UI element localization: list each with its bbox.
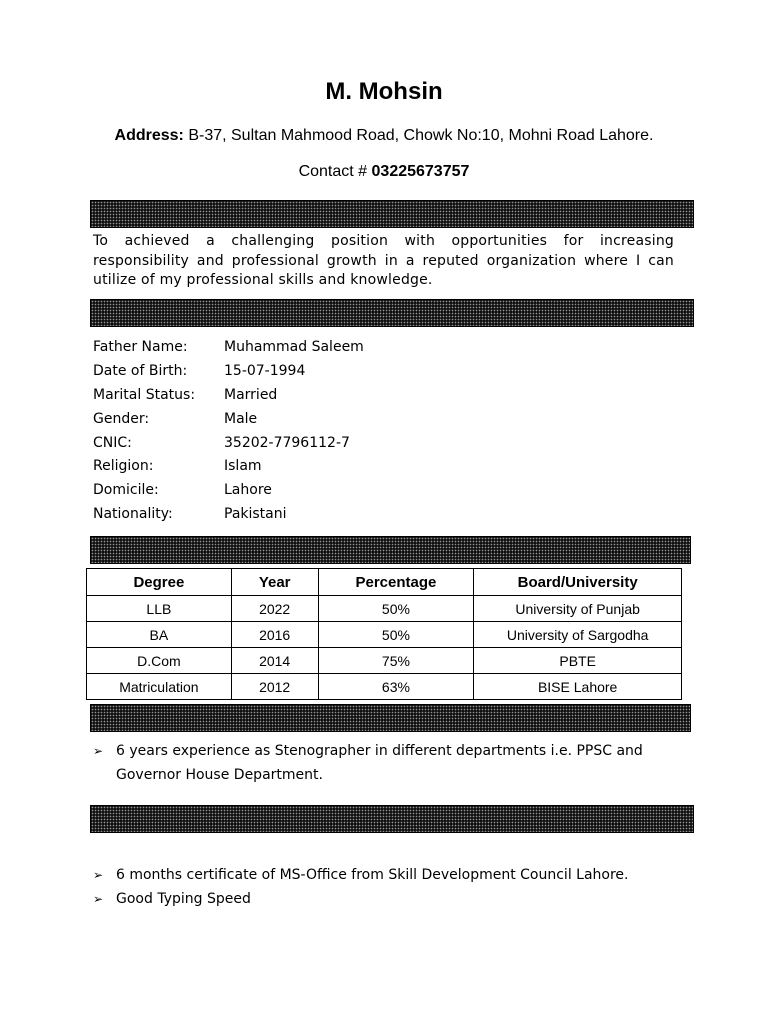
list-item [93,863,676,887]
education-table [86,568,682,700]
degree-cell: LLB [87,596,232,622]
field-value: Pakistani [224,506,287,523]
education-header-row [87,569,682,596]
list-item [93,887,676,911]
field-label: Religion: [93,458,154,475]
arrow-bullet-icon: ➢ [93,868,104,882]
skill-text: 6 months certificate of MS-Office from Skill Development Council Lahore. [116,867,629,883]
board-cell: University of Punjab [474,596,682,622]
field-label: Nationality: [93,506,173,523]
experience-list [93,739,676,787]
column-header-degree: Degree [87,569,232,596]
field-value: Male [224,410,258,427]
percentage-cell: 50% [318,596,474,622]
arrow-bullet-icon: ➢ [93,892,104,906]
education-section-bar [90,536,691,564]
table-row [87,674,682,700]
table-row [87,596,682,622]
field-label: Marital Status: [93,386,196,403]
objective-section-bar [90,200,694,228]
skills-list [93,863,676,911]
year-cell: 2016 [231,622,318,648]
column-header-year: Year [231,569,318,596]
field-label: CNIC: [93,434,132,451]
degree-cell: Matriculation [87,674,232,700]
objective-text: To achieved a challenging position with opportunities for increasing responsibility and professional growth in a reputed organization where I can utilize of my professional skills and knowledge. [93,233,674,288]
personal-info-list [93,335,364,526]
personal-info-row [93,478,364,502]
degree-cell: BA [87,622,232,648]
address-line [0,127,768,145]
field-value: 35202-7796112-7 [224,434,350,451]
field-value: Muhammad Saleem [224,338,364,355]
column-header-percentage: Percentage [318,569,474,596]
personal-info-row [93,431,364,455]
percentage-cell: 75% [318,648,474,674]
field-label: Father Name: [93,338,188,355]
board-cell: University of Sargodha [474,622,682,648]
table-row [87,648,682,674]
contact-line [0,163,768,181]
skills-section-bar [90,805,694,833]
year-cell: 2012 [231,674,318,700]
field-value: Islam [224,458,262,475]
address-label: Address: [114,127,184,144]
candidate-name: M. Mohsin [325,78,443,105]
personal-info-section-bar [90,299,694,327]
field-label: Gender: [93,410,150,427]
field-label: Domicile: [93,482,159,499]
arrow-bullet-icon: ➢ [93,744,104,758]
skill-text: Good Typing Speed [116,891,251,907]
address-value: B-37, Sultan Mahmood Road, Chowk No:10, Mohni Road Lahore. [183,127,654,144]
percentage-cell: 50% [318,622,474,648]
board-cell: BISE Lahore [474,674,682,700]
list-item [93,739,676,787]
board-cell: PBTE [474,648,682,674]
personal-info-row [93,454,364,478]
field-label: Date of Birth: [93,362,188,379]
personal-info-row [93,335,364,359]
year-cell: 2022 [231,596,318,622]
column-header-board: Board/University [474,569,682,596]
year-cell: 2014 [231,648,318,674]
field-value: Married [224,386,278,403]
contact-label: Contact # [298,163,372,180]
personal-info-row [93,407,364,431]
percentage-cell: 63% [318,674,474,700]
table-row [87,622,682,648]
experience-text: 6 years experience as Stenographer in different departments i.e. PPSC and Governor House Department. [116,743,643,783]
personal-info-row [93,383,364,407]
experience-section-bar [90,704,691,732]
field-value: Lahore [224,482,272,499]
personal-info-row [93,502,364,526]
degree-cell: D.Com [87,648,232,674]
personal-info-row [93,359,364,383]
field-value: 15-07-1994 [224,362,306,379]
contact-number: 03225673757 [371,163,470,180]
